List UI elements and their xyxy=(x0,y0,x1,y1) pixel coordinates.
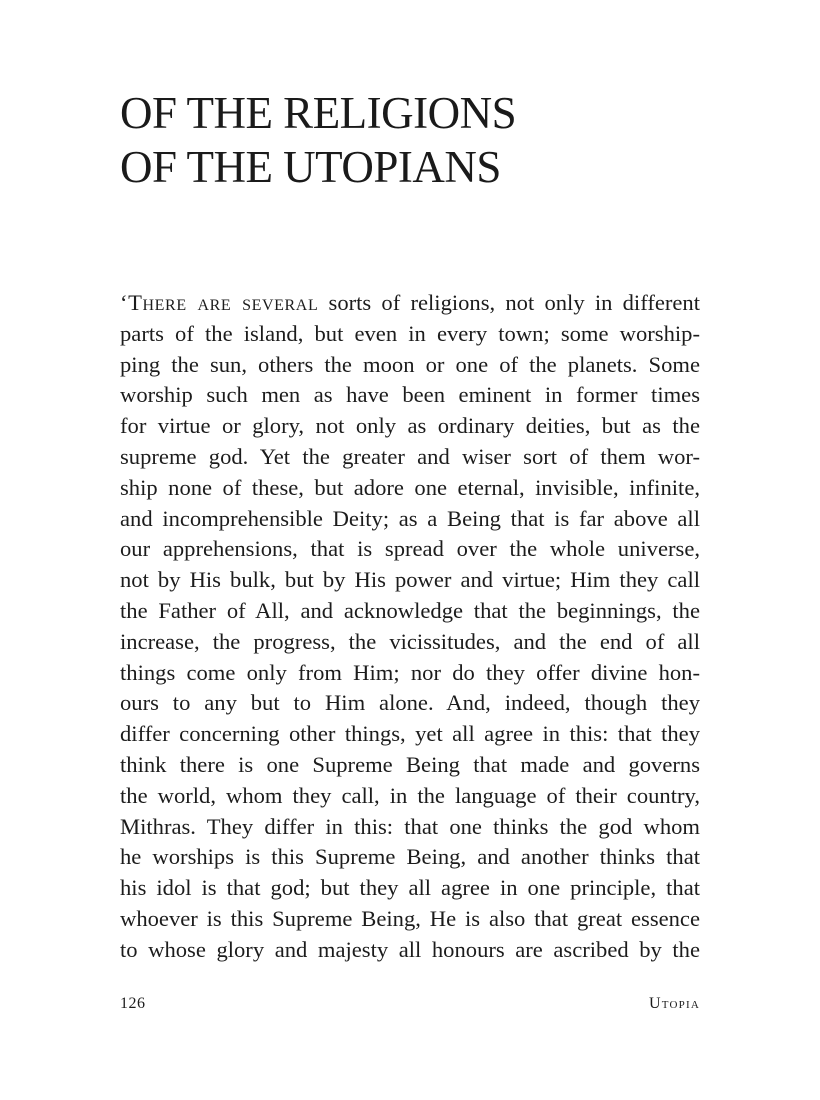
body-line: think there is one Supreme Being that made and governs xyxy=(120,751,700,777)
body-line: to whose glory and majesty all honours are ascribed by the xyxy=(120,936,700,962)
body-text xyxy=(120,288,700,966)
body-line: supreme god. Yet the greater and wiser sort of them wor- xyxy=(120,443,700,469)
opening-text: sorts of religions, not only in different xyxy=(318,290,700,315)
chapter-title-line: OF THE RELIGIONS xyxy=(120,88,517,138)
page-footer xyxy=(120,992,700,1016)
body-line: ship none of these, but adore one eternal, invisible, infinite, xyxy=(120,474,700,500)
body-line: Mithras. They differ in this: that one thinks the god whom xyxy=(120,813,700,839)
body-line: worship such men as have been eminent in former times xyxy=(120,382,700,408)
body-line: not by His bulk, but by His power and virtue; Him they call xyxy=(120,567,700,593)
body-line: ours to any but to Him alone. And, indeed, though they xyxy=(120,690,700,716)
body-line: his idol is that god; but they all agree in one principle, that xyxy=(120,875,700,901)
body-line: differ concerning other things, yet all agree in this: that they xyxy=(120,721,700,747)
opening-smallcaps: ‘There are several xyxy=(120,290,319,315)
body-line: and incomprehensible Deity; as a Being that is far above all xyxy=(120,505,700,531)
body-line: the world, whom they call, in the language of their country, xyxy=(120,782,700,808)
body-line xyxy=(120,288,700,319)
body-line: the Father of All, and acknowledge that the beginnings, the xyxy=(120,597,700,623)
body-line: ping the sun, others the moon or one of the planets. Some xyxy=(120,351,700,377)
body-line: whoever is this Supreme Being, He is also that great essence xyxy=(120,905,700,931)
chapter-title-line: OF THE UTOPIANS xyxy=(120,142,501,192)
chapter-title xyxy=(120,86,740,194)
body-line: parts of the island, but even in every town; some worship- xyxy=(120,320,700,346)
body-line: he worships is this Supreme Being, and another thinks that xyxy=(120,844,700,870)
body-line: increase, the progress, the vicissitudes, and the end of all xyxy=(120,628,700,654)
page-number: 126 xyxy=(120,995,146,1012)
body-line: for virtue or glory, not only as ordinary deities, but as the xyxy=(120,413,700,439)
running-head: Utopia xyxy=(649,995,700,1012)
body-line: things come only from Him; nor do they offer divine hon- xyxy=(120,659,700,685)
body-line: our apprehensions, that is spread over the whole universe, xyxy=(120,536,700,562)
